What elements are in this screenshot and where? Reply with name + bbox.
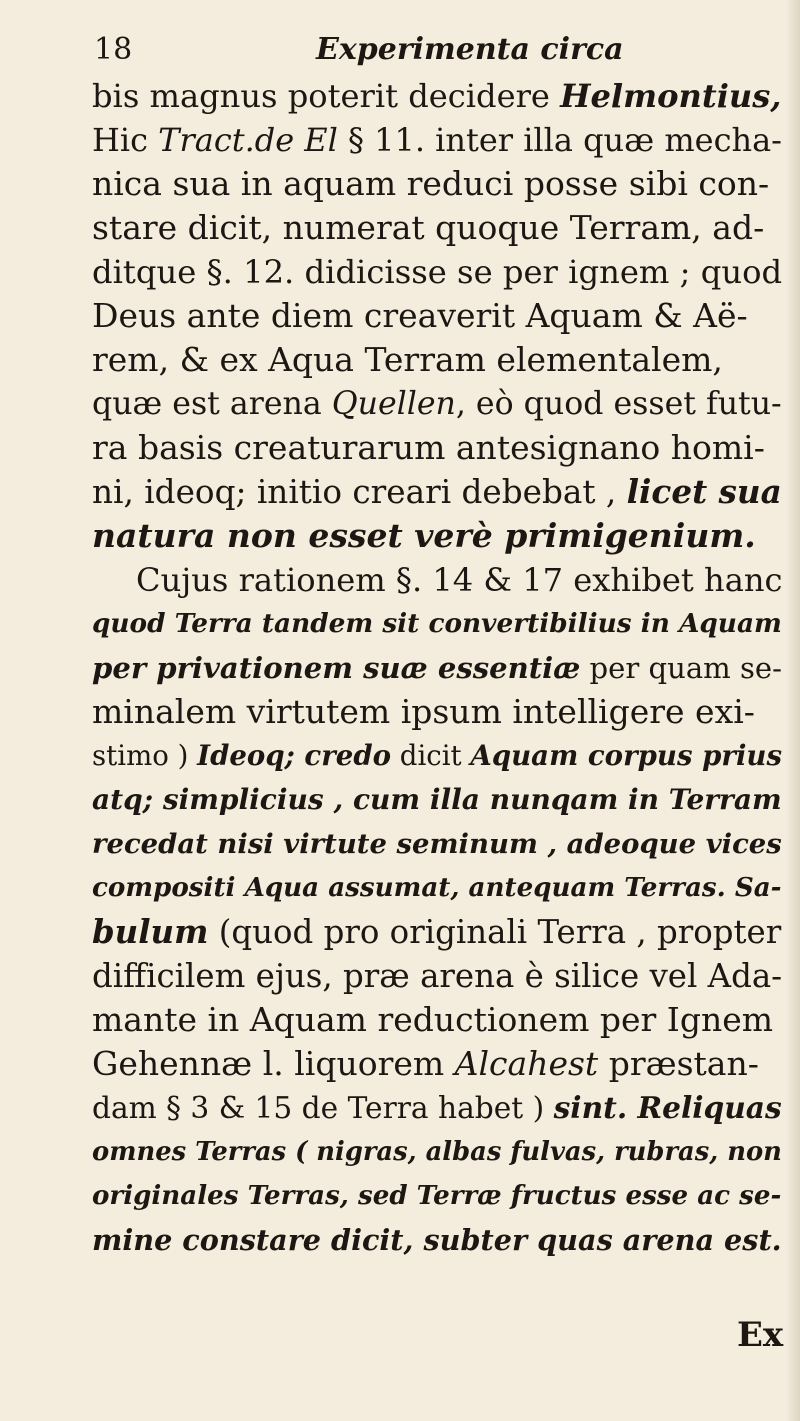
text-segment: sint. Reliquas	[553, 1090, 782, 1125]
text-segment: originales Terras, sed Terræ fructus esse ac se-	[92, 1180, 782, 1211]
text-segment: Cujus rationem §. 14 & 17 exhibet hanc	[136, 561, 783, 599]
text-line	[92, 470, 782, 514]
body-text	[92, 74, 782, 1262]
text-segment: stimo )	[92, 739, 198, 772]
text-segment: § 11. inter illa quæ mecha-	[337, 121, 782, 159]
text-segment: ditque §. 12. didicisse se per ignem ; quod	[92, 253, 783, 291]
text-segment: compositi Aqua assumat, antequam Terras. Sa-	[92, 872, 782, 903]
text-segment: stare dicit, numerat quoque Terram, ad-	[92, 208, 765, 247]
text-segment: difficilem ejus, præ arena è silice vel Ada-	[92, 957, 783, 995]
text-segment: minalem virtutem ipsum intelligere exi-	[92, 692, 755, 731]
text-segment: Ideoq; credo	[197, 739, 392, 772]
text-line	[92, 250, 782, 294]
text-segment: licet sua	[626, 472, 782, 511]
text-line	[92, 558, 782, 602]
text-segment: Helmontius,	[560, 77, 782, 115]
text-segment: Deus ante diem creaverit Aquam & Aë-	[92, 296, 748, 335]
text-segment: Aquam corpus prius	[470, 739, 783, 772]
text-segment: mante in Aquam reductionem per Ignem	[92, 1000, 774, 1039]
page-edge-shadow	[786, 0, 800, 1421]
text-line	[92, 734, 782, 778]
text-line	[92, 1130, 782, 1174]
text-line	[92, 1218, 782, 1262]
page-header	[94, 30, 734, 70]
text-segment: bulum	[92, 913, 209, 951]
text-segment: dicit	[391, 739, 471, 772]
text-line	[92, 602, 782, 646]
text-line	[92, 1174, 782, 1218]
text-segment: nica sua in aquam reduci posse sibi con-	[92, 164, 770, 203]
text-line	[92, 338, 782, 382]
text-line	[92, 778, 782, 822]
text-segment: quæ est arena	[92, 386, 332, 422]
text-segment: (quod pro originali Terra , propter	[208, 913, 782, 951]
text-segment: per quam se-	[580, 651, 782, 685]
page-number: 18	[94, 32, 133, 67]
text-line	[92, 1042, 782, 1086]
text-line	[92, 514, 782, 558]
text-line	[92, 954, 782, 998]
text-line	[92, 822, 782, 866]
text-line	[92, 998, 782, 1042]
text-segment: quod Terra tandem sit convertibilius in Aquam	[92, 608, 782, 639]
text-segment: præstan-	[598, 1044, 759, 1083]
text-segment: ni, ideoq; initio creari debebat ,	[92, 473, 627, 511]
text-line	[92, 382, 782, 426]
text-line	[92, 294, 782, 338]
text-segment: Gehennæ l. liquorem	[92, 1044, 455, 1083]
text-segment: per privationem suæ essentiæ	[92, 651, 581, 685]
text-line	[92, 206, 782, 250]
running-head: Experimenta circa	[316, 32, 624, 67]
text-line	[92, 426, 782, 470]
text-segment: Alcahest	[454, 1044, 599, 1083]
text-segment: bis magnus poterit decidere	[92, 77, 561, 115]
text-segment: recedat nisi virtute seminum , adeoque vices	[92, 828, 782, 860]
text-segment: rem, & ex Aqua Terram elementalem,	[92, 340, 723, 379]
text-segment: Hic	[92, 121, 159, 159]
text-segment: Tract.de El	[158, 121, 338, 159]
text-segment: atq; simplicius , cum illa nunqam in Terram	[92, 783, 782, 816]
text-segment: mine constare dicit, subter quas arena est.	[92, 1223, 782, 1257]
text-line	[92, 690, 782, 734]
text-line	[92, 910, 782, 954]
text-line	[92, 646, 782, 690]
text-line	[92, 162, 782, 206]
catchword: Ex	[737, 1315, 784, 1355]
text-line	[92, 1086, 782, 1130]
text-segment: dam § 3 & 15 de Terra habet )	[92, 1090, 554, 1125]
text-segment: Quellen	[331, 386, 456, 422]
text-segment: omnes Terras ( nigras, albas fulvas, rubras, non	[92, 1137, 782, 1167]
text-segment: , eò quod esset futu-	[455, 386, 782, 422]
text-segment: ra basis creaturarum antesignano homi-	[92, 428, 765, 467]
text-segment: natura non esset verè primigenium.	[92, 516, 756, 555]
text-line	[92, 118, 782, 162]
text-line	[92, 74, 782, 118]
text-line	[92, 866, 782, 910]
